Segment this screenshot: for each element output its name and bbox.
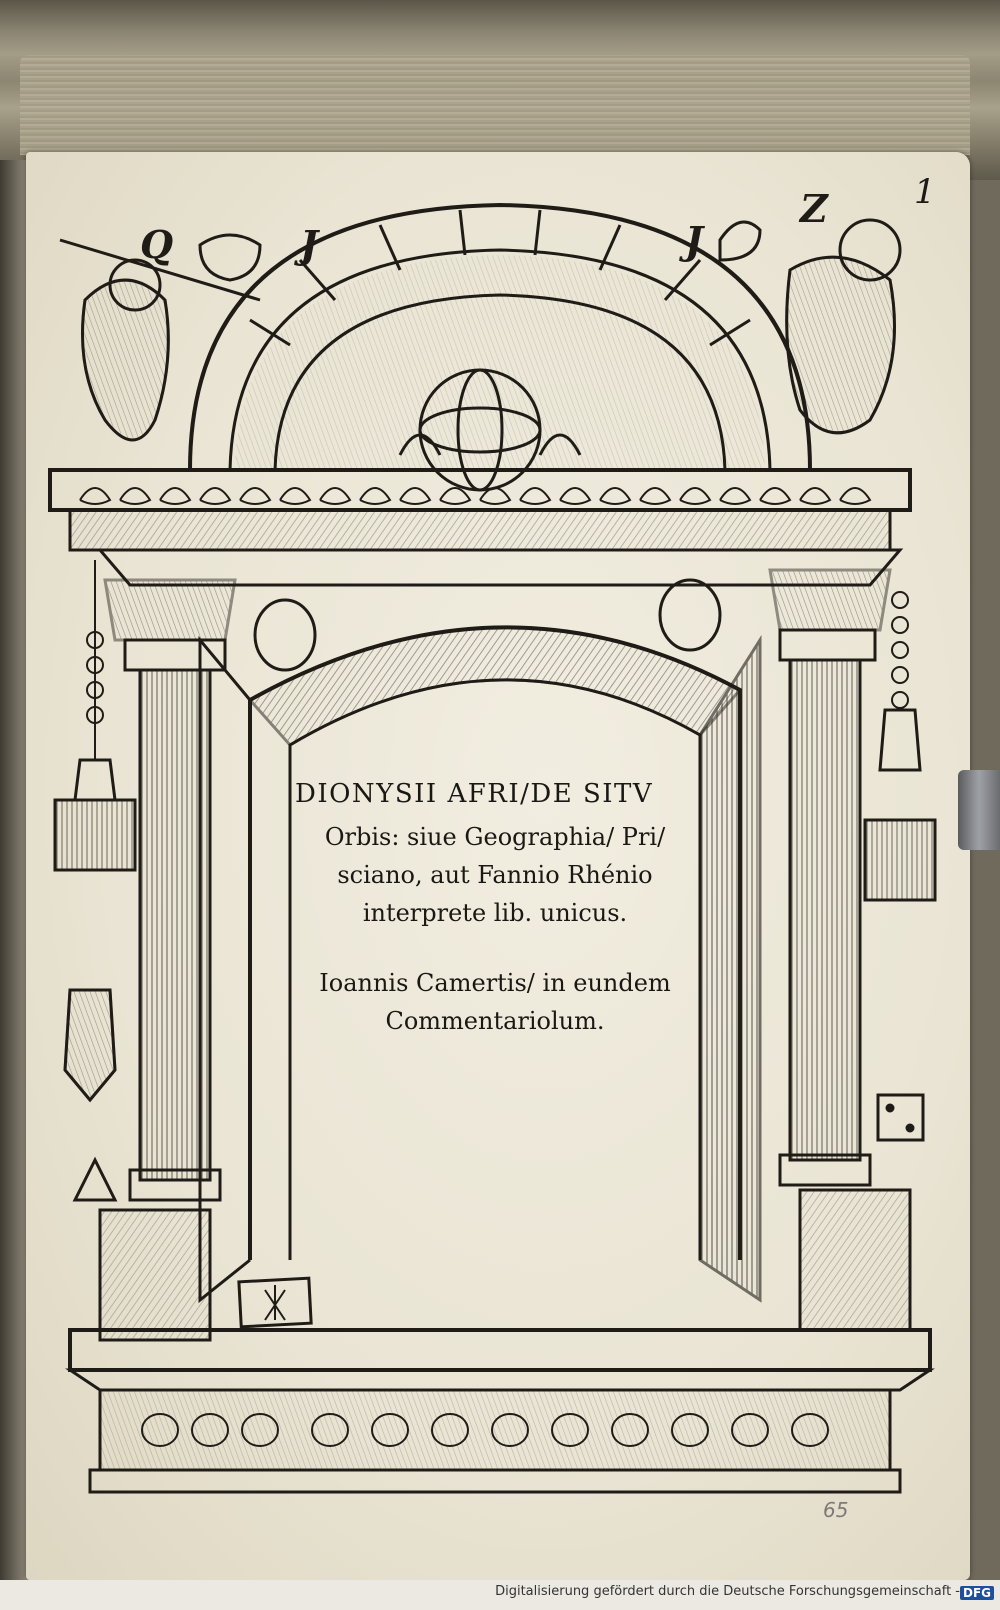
title-line: interprete lib. unicus. [362, 899, 628, 927]
commentary-line: Ioannis Camertis/ in eundem [319, 969, 671, 997]
title-line: Orbis: siue Geographia/ Pri/ [324, 823, 666, 851]
title-heading: DIONYSII AFRI/DE SITV [295, 779, 654, 809]
page-number: 1 [914, 172, 936, 212]
dfg-logo: DFG [960, 1586, 994, 1600]
commentary-line: Commentariolum. [385, 1007, 605, 1035]
ornament-letter-left-a: Q [140, 222, 174, 267]
commentary-block [295, 964, 695, 1040]
ornament-letter-right-a: J [685, 218, 703, 263]
title-body [295, 818, 695, 932]
footer-credit: Digitalisierung gefördert durch die Deutsche Forschungsgemeinschaft - [495, 1584, 960, 1599]
ornament-letter-right-b: Z [800, 186, 828, 231]
ornament-letter-left-b: J [300, 222, 318, 267]
title-block [295, 778, 695, 1040]
title-line: sciano, aut Fannio Rhénio [337, 861, 653, 889]
pencil-annotation: 65 [823, 1498, 849, 1522]
